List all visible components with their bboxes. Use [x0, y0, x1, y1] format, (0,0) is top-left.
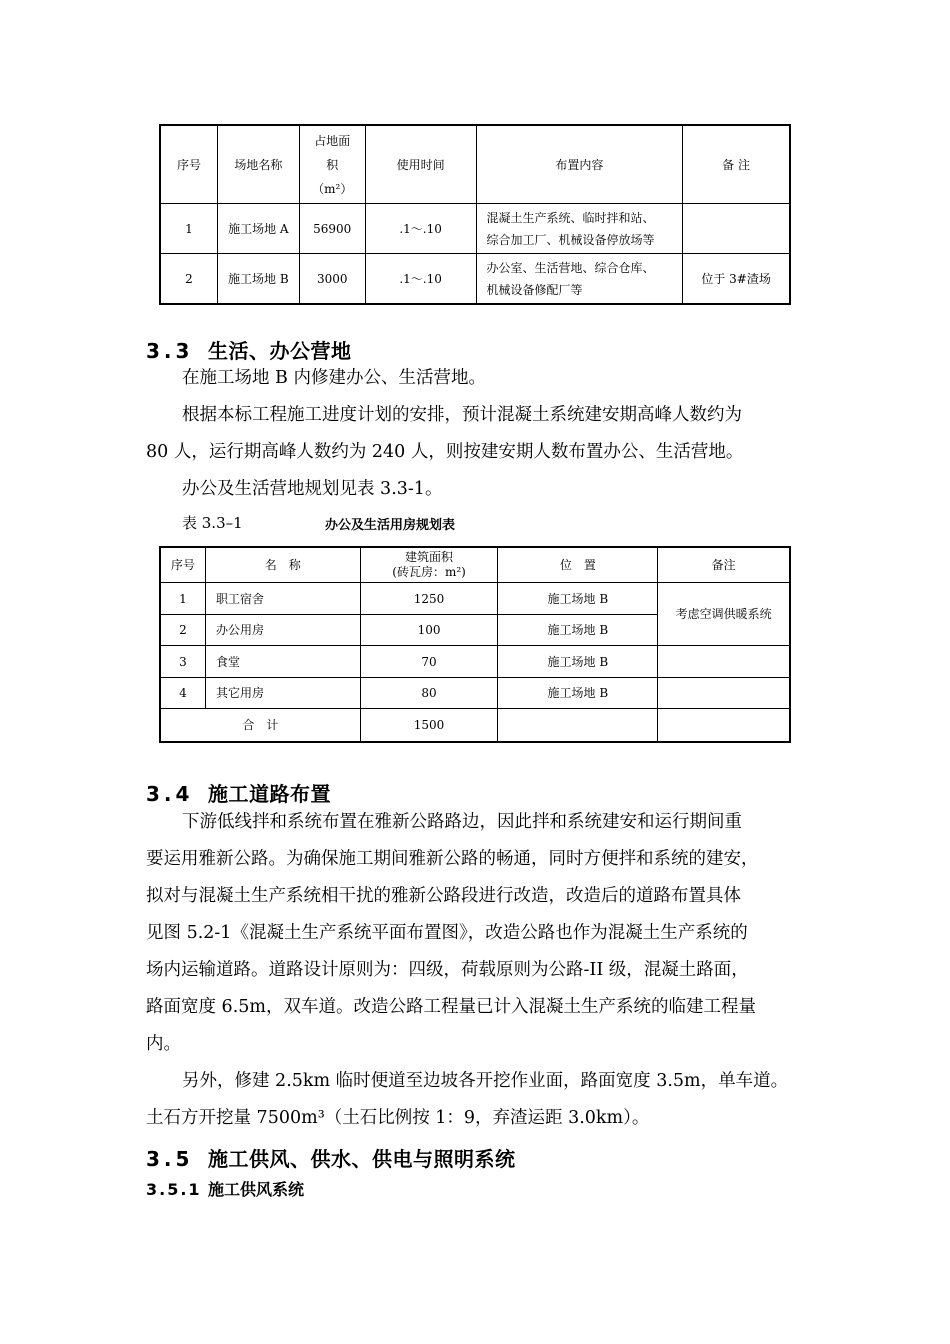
- row-name: 食堂: [205, 646, 360, 678]
- total-location: [498, 709, 658, 742]
- row-area: 56900: [299, 204, 365, 254]
- row-no: 2: [161, 254, 218, 304]
- row-note: [658, 646, 790, 678]
- section-heading-3-4: [146, 778, 331, 807]
- total-note: [658, 709, 790, 742]
- section-number: 3.5: [146, 1147, 194, 1171]
- paragraph-line: 在施工场地 B 内修建办公、生活营地。: [182, 368, 486, 388]
- header-area-line: 占地面: [314, 133, 351, 148]
- table-row: [161, 254, 790, 304]
- header-cell: 布置内容: [476, 126, 683, 204]
- header-cell: 使用时间: [365, 126, 476, 204]
- section-title: 施工道路布置: [208, 782, 331, 806]
- paragraph-line: 场内运输道路。道路设计原则为：四级，荷载原则为公路-II 级，混凝土路面，: [146, 960, 749, 980]
- row-name: 施工场地 A: [217, 204, 299, 254]
- row-location: 施工场地 B: [498, 583, 658, 615]
- row-name: 施工场地 B: [217, 254, 299, 304]
- row-name: 职工宿舍: [205, 583, 360, 615]
- header-cell: [299, 126, 365, 204]
- row-location: 施工场地 B: [498, 615, 658, 646]
- total-label: 合 计: [161, 709, 361, 742]
- row-area: 80: [360, 678, 498, 709]
- section-number: 3.4: [146, 782, 194, 806]
- section-title: 施工供风、供水、供电与照明系统: [208, 1147, 516, 1171]
- row-no: 2: [161, 615, 206, 646]
- row-note: [683, 204, 790, 254]
- paragraph-line: 另外，修建 2.5km 临时便道至边坡各开挖作业面，路面宽度 3.5m，单车道。: [182, 1071, 789, 1091]
- table-header-row: [161, 126, 790, 204]
- housing-table: [160, 547, 790, 742]
- content-line: 机械设备修配厂等: [486, 282, 583, 297]
- header-area-line: 积: [326, 157, 339, 172]
- header-cell: [360, 548, 498, 583]
- paragraph-line: 要运用雅新公路。为确保施工期间雅新公路的畅通，同时方便拌和系统的建安，: [146, 849, 759, 869]
- content-line: 混凝土生产系统、临时拌和站、: [486, 210, 655, 225]
- section-title: 生活、办公营地: [208, 339, 352, 363]
- total-area: 1500: [360, 709, 498, 742]
- site-table: [160, 125, 790, 304]
- row-location: 施工场地 B: [498, 678, 658, 709]
- header-area-line: 建筑面积: [405, 550, 454, 564]
- content-line: 办公室、生活营地、综合仓库、: [486, 260, 655, 275]
- row-no: 1: [161, 583, 206, 615]
- row-area: 70: [360, 646, 498, 678]
- table-row: [161, 583, 790, 615]
- row-name: 办公用房: [205, 615, 360, 646]
- row-note: 考虑空调供暖系统: [658, 583, 790, 646]
- paragraph-line: 根据本标工程施工进度计划的安排，预计混凝土系统建安期高峰人数约为: [182, 405, 742, 425]
- table-row: [161, 646, 790, 678]
- header-area-line: （m²）: [312, 181, 353, 196]
- total-row: [161, 709, 790, 742]
- header-cell: 备注: [658, 548, 790, 583]
- row-area: 1250: [360, 583, 498, 615]
- row-location: 施工场地 B: [498, 646, 658, 678]
- paragraph-line: 内。: [146, 1034, 181, 1054]
- header-cell: 名 称: [205, 548, 360, 583]
- section-title: 施工供风系统: [208, 1180, 305, 1199]
- row-note: [658, 678, 790, 709]
- section-3-3-body: [146, 360, 818, 508]
- row-time: .1～.10: [365, 254, 476, 304]
- row-time: .1～.10: [365, 204, 476, 254]
- section-3-4-body: [146, 804, 818, 1137]
- row-note: 位于 3#渣场: [683, 254, 790, 304]
- table-title: 办公及生活用房规划表: [325, 518, 456, 533]
- row-no: 1: [161, 204, 218, 254]
- paragraph-line: 办公及生活营地规划见表 3.3-1。: [182, 479, 443, 499]
- section-number: 3.3: [146, 339, 194, 363]
- content-line: 综合加工厂、机械设备停放场等: [486, 232, 655, 247]
- table-header-row: [161, 548, 790, 583]
- paragraph-line: 路面宽度 6.5m，双车道。改造公路工程量已计入混凝土生产系统的临建工程量: [146, 997, 756, 1017]
- row-area: 3000: [299, 254, 365, 304]
- header-area-line: (砖瓦房：m²): [392, 565, 466, 579]
- row-area: 100: [360, 615, 498, 646]
- row-name: 其它用房: [205, 678, 360, 709]
- header-cell: 场地名称: [217, 126, 299, 204]
- section-heading-3-5-1: [146, 1177, 304, 1200]
- paragraph-line: 拟对与混凝土生产系统相干扰的雅新公路段进行改造，改造后的道路布置具体: [146, 886, 741, 906]
- header-cell: 序号: [161, 548, 206, 583]
- paragraph-line: 土石方开挖量 7500m³（土石比例按 1：9，弃渣运距 3.0km）。: [146, 1108, 650, 1128]
- header-cell: 备 注: [683, 126, 790, 204]
- row-no: 4: [161, 678, 206, 709]
- table-label: 表 3.3–1: [182, 514, 243, 532]
- header-cell: 位 置: [498, 548, 658, 583]
- row-content: [476, 204, 683, 254]
- paragraph-line: 见图 5.2-1《混凝土生产系统平面布置图》，改造公路也作为混凝土生产系统的: [146, 923, 748, 943]
- row-content: [476, 254, 683, 304]
- section-number: 3.5.1: [146, 1180, 202, 1199]
- paragraph-line: 下游低线拌和系统布置在雅新公路路边，因此拌和系统建安和运行期间重: [182, 812, 742, 832]
- table-row: [161, 204, 790, 254]
- section-heading-3-5: [146, 1143, 516, 1172]
- row-no: 3: [161, 646, 206, 678]
- header-cell: 序号: [161, 126, 218, 204]
- paragraph-line: 80 人，运行期高峰人数约为 240 人，则按建安期人数布置办公、生活营地。: [146, 442, 744, 462]
- table-row: [161, 678, 790, 709]
